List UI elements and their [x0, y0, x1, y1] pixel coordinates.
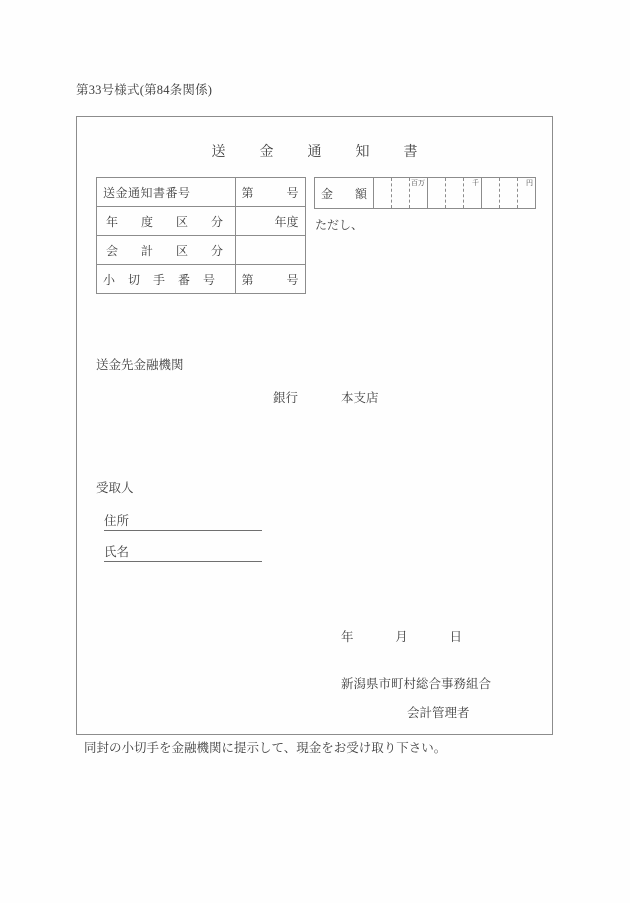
unit-mark-millions: 百万	[411, 179, 425, 187]
issuer-role: 会計管理者	[407, 706, 470, 720]
digit-cell[interactable]	[464, 178, 481, 208]
digit-group-thousands	[428, 178, 482, 208]
bank-section-heading: 送金先金融機関	[96, 358, 184, 372]
remittance-info-table	[96, 177, 306, 294]
amount-box	[314, 177, 536, 209]
digit-group-millions	[374, 178, 428, 208]
payee-section-heading: 受取人	[96, 481, 134, 495]
fiscal-year-suffix: 年度	[274, 214, 299, 229]
issuer-organization: 新潟県市町村総合事務組合	[341, 677, 492, 691]
digit-cell[interactable]	[500, 178, 518, 208]
amount-digit-cells	[374, 178, 535, 208]
however-line: ただし、	[315, 218, 364, 232]
date-year-label: 年	[341, 630, 355, 644]
row-label-notice-number: 送金通知書番号	[97, 178, 236, 207]
date-day-label: 日	[449, 630, 463, 644]
payee-address-label: 住所	[104, 514, 130, 528]
row-label-fiscal-year: 年 度 区 分	[97, 207, 236, 236]
digit-cell[interactable]	[374, 178, 392, 208]
row-value-fiscal-year[interactable]	[235, 207, 305, 236]
row-value-account-class[interactable]	[235, 236, 305, 265]
footer-note: 同封の小切手を金融機関に提示して、現金をお受け取り下さい。	[84, 741, 447, 755]
payee-address-field[interactable]	[104, 511, 262, 531]
date-line	[341, 627, 463, 645]
table-row	[97, 265, 306, 294]
row-value-check-number[interactable]	[235, 265, 305, 294]
digit-cell[interactable]	[428, 178, 446, 208]
table-row	[97, 178, 306, 207]
row-label-check-number: 小 切 手 番 号	[97, 265, 236, 294]
digit-group-yen	[482, 178, 535, 208]
unit-mark-thousands: 千	[472, 179, 479, 187]
digit-cell[interactable]	[518, 178, 535, 208]
digit-cell[interactable]	[392, 178, 410, 208]
check-number-suffix: 号	[286, 272, 299, 287]
row-value-notice-number[interactable]	[235, 178, 305, 207]
unit-mark-yen: 円	[526, 179, 533, 187]
amount-label: 金 額	[315, 178, 374, 208]
digit-cell[interactable]	[446, 178, 464, 208]
digit-cell[interactable]	[482, 178, 500, 208]
date-month-label: 月	[395, 630, 409, 644]
notice-number-suffix: 号	[286, 185, 299, 200]
bank-word-label: 銀行	[273, 391, 299, 405]
check-number-prefix: 第	[241, 272, 254, 287]
notice-number-prefix: 第	[241, 185, 254, 200]
table-row	[97, 207, 306, 236]
table-row	[97, 236, 306, 265]
branch-word-label: 本支店	[341, 391, 379, 405]
document-frame	[76, 116, 553, 735]
payee-name-label: 氏名	[104, 545, 130, 559]
row-label-account-class: 会 計 区 分	[97, 236, 236, 265]
digit-cell[interactable]	[410, 178, 427, 208]
document-title: 送 金 通 知 書	[211, 145, 428, 160]
form-number-label: 第33号様式(第84条関係)	[76, 83, 213, 97]
payee-name-field[interactable]	[104, 542, 262, 562]
